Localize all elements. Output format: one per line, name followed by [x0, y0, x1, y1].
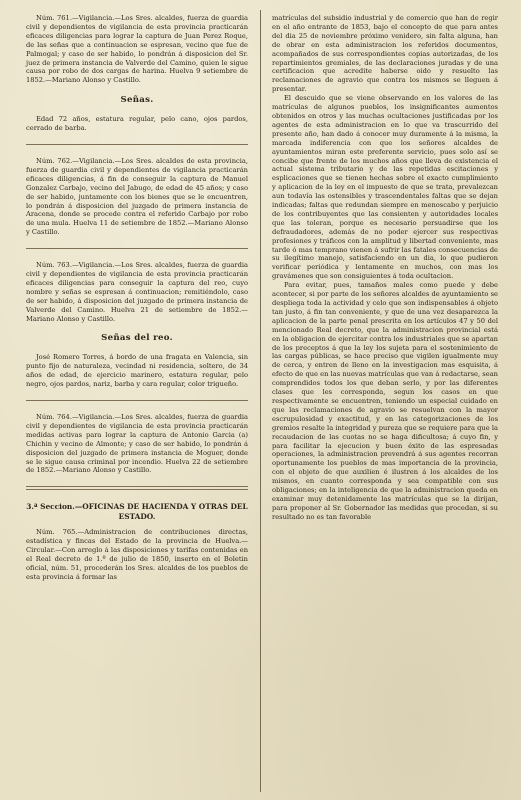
column-rule [260, 10, 261, 792]
right-column [272, 14, 498, 522]
senas-heading: Señas. [120, 95, 154, 106]
section-title: 3.ª Seccion.—OFICINAS DE HACIENDA Y OTRAS DEL ESTADO. [26, 502, 248, 521]
notice-765: Núm. 765.—Administracion de contribuciones directas, estadística y fincas del Estado de la provincia de Huelva.—Circular.—Con arreglo á las disposiciones y tarifas contenidas en el Real decreto de 1.º de julio de 1850, inserto en el Boletin oficial, núm. 51, procederán los Sres. alcaldes de los pueblos de esta provincia á formar las [26, 528, 248, 581]
circular-paragraph-2: El descuido que se viene observando en los valores de las matrículas de algunos pueblos, los insignificantes aumentos obtenidos en otros y las muchas ocultaciones justificadas por los agentes de esta administracion en lo que va trascurrido del presente año, han dado á conocer muy duramente á la misma, la marcada indiferencia con que los señores alcaldes de ayuntamientos miran este preferente servicio, pues solo así se concibe que frente de los muchos años que lleva de existencia el actual sistema tributario y de las repetidas escitaciones y esplicaciones que se tienen hechas sobre el exacto cumplimiento y aplicacion de la ley en el impuesto de que se trata, prevalezcan aun todavía las ostensibles y trascendentales faltas que se dejan indicadas; faltas que redundan siempre en menoscabo y perjuicio de los contribuyentes que las consienten y autoridades locales que las toleran, porque es necesario persuadirse que los defraudadores, además de no poder ejercer sus respectivas profesiones y tráficos con la amplitud y libertad conveniente, mas tarde ó mas temprano vienen á sufrir las fatales consecuencias de su ilegítimo manejo, satisfaciendo en un dia, lo que pudieron verificar periódica y lentamente en muchos, con mas los gravámenes que son consiguientes á toda ocultacion. [272, 94, 498, 281]
notice-761: Núm. 761.—Vigilancia.—Los Sres. alcaldes, fuerza de guardia civil y dependientes de vigilancia de esta provincia practicarán eficaces diligencias para lograr la captura de Juan Perez Roque, de las señas que a continuacion se espresan, vecino que fue de Palmogal; y caso de ser habido, lo pondrán á disposicion del Sr. juez de primera instancia de Valverde del Camino, quien le sigue causa por robo de dos cargas de harina. Huelva 9 setiembre de 1852.—Mariano Alonso y Castillo. [26, 14, 248, 85]
left-column [26, 14, 248, 582]
divider [26, 400, 248, 401]
divider [26, 248, 248, 249]
notice-762: Núm. 762.—Vigilancia.—Los Sres. alcaldes de esta provincia, fuerza de guardia civil y dependientes de vigilancia practicarán eficaces diligencias, á fin de conseguir la captura de Manuel Gonzalez Carbajo, vecino del Jabugo, de edad de 45 años; y caso de ser habido, juntamente con los bienes que se le encuentren, lo pondrán á disposicion del juzgado de primera instancia de Aracena, donde se procede contra el referido Carbajo por robo de una mula. Huelva 11 de setiembre de 1852.—Mariano Alonso y Castillo. [26, 156, 248, 237]
divider [26, 144, 248, 145]
notice-764: Núm. 764.—Vigilancia.—Los Sres. alcaldes, fuerza de guardia civil y dependientes de vigilancia de esta provincia practicarán medidas activas para lograr la captura de Antonio Garcia (a) Chichin y vecino de Almonte; y caso de ser habido, lo pondrán á disposicion del juzgado de primera instancia de Moguer, donde se le sigue causa criminal por incendio. Huelva 22 de setiembre de 1852.—Mariano Alonso y Castillo. [26, 413, 248, 475]
section-divider [26, 486, 248, 490]
senas-reo-text: José Romero Torres, á bordo de una fragata en Valencia, sin punto fijo de naturaleza, vecindad ni residencia, soltero, de 34 años de edad, de ejercicio marinero, estatura regular, pelo negro, ojos pardos, nariz, barba y cara regular, color trigueño. [26, 353, 248, 389]
senas-text: Edad 72 años, estatura regular, pelo cano, ojos pardos, cerrado de barba. [26, 115, 248, 133]
notice-763: Núm. 763.—Vigilancia.—Los Sres. alcaldes, fuerza de guardia civil y dependientes de vigilancia de esta provincia practicarán eficaces diligencias para conseguir la captura del reo, cuyo nombre y señas se espresan á continuacion; remitiéndolo, caso de ser habido, á disposicion del juzgado de primera instancia de Valverde del Camino. Huelva 21 de setiembre de 1852.—Mariano Alonso y Castillo. [26, 261, 248, 323]
circular-paragraph-3: Para evitar, pues, tamaños males como puede y debe acontecer, si por parte de los señores alcaldes de ayuntamiento se despliega toda la actividad y celo que son indispensables á objeto tan justo, á fin tan conveniente, y que de una vez desaparezca la aplicacion de la parte penal prescrita en los artículos 47 y 50 del mencionado Real decreto, que la administracion provincial está en la obligacion de ejercitar contra los industriales que se apartan de los preceptos á que la ley los sujeta para el sostenimiento de las cargas públicas, se hace preciso que vigilen igualmente muy de cerca, y entren de lleno en la investigacion mas esquisita, á efecto de que en las nuevas matrículas que van á redactarse, sean comprendidos todos los que deban serlo, y por las diferentes clases que les corresponda, segun los casos en que respectivamente se encuentren, teniendo un especial cuidado en que las reclamaciones de agravio se resuelvan con la mayor escrupulosidad y exactitud, y en las categorizaciones de los gremios resalte la integridad y pureza que se requiere para que la recaudacion de las cuotas no se haga dificultosa; á cuyo fin, y para facilitar la ejecucion y buen éxito de las espresadas operaciones, la administracion prevendrá á sus agentes recorran oportunamente los pueblos de mas importancia de la provincia, con el objeto de que auxilien é ilustren á los alcaldes de los mismos, en cuanto corresponda y sea compatible con sus obligaciones; en la inteligencia de que la administracion queda en examinar muy detenidamente las matrículas que se la dirijan, para proponer al Sr. Gobernador las medidas que procedan, si su resultado no es tan favorable [272, 281, 498, 521]
circular-paragraph-1: matrículas del subsidio industrial y de comercio que han de regir en el año entrante de 1853, bajo el concepto de que para antes del dia 25 de noviembre próximo venidero, sin falta alguna, han de obrar en esta administracion los referidos documentos, acompañados de sus correspondientes copias autorizadas, de los repartimientos gremiales, de las declaraciones juradas y de una certificacion que acredite haberse oido y resuelto las reclamaciones de agravio que contra los mismos se lleguen á presentar. [272, 14, 498, 94]
senas-reo-heading: Señas del reo. [101, 333, 173, 344]
